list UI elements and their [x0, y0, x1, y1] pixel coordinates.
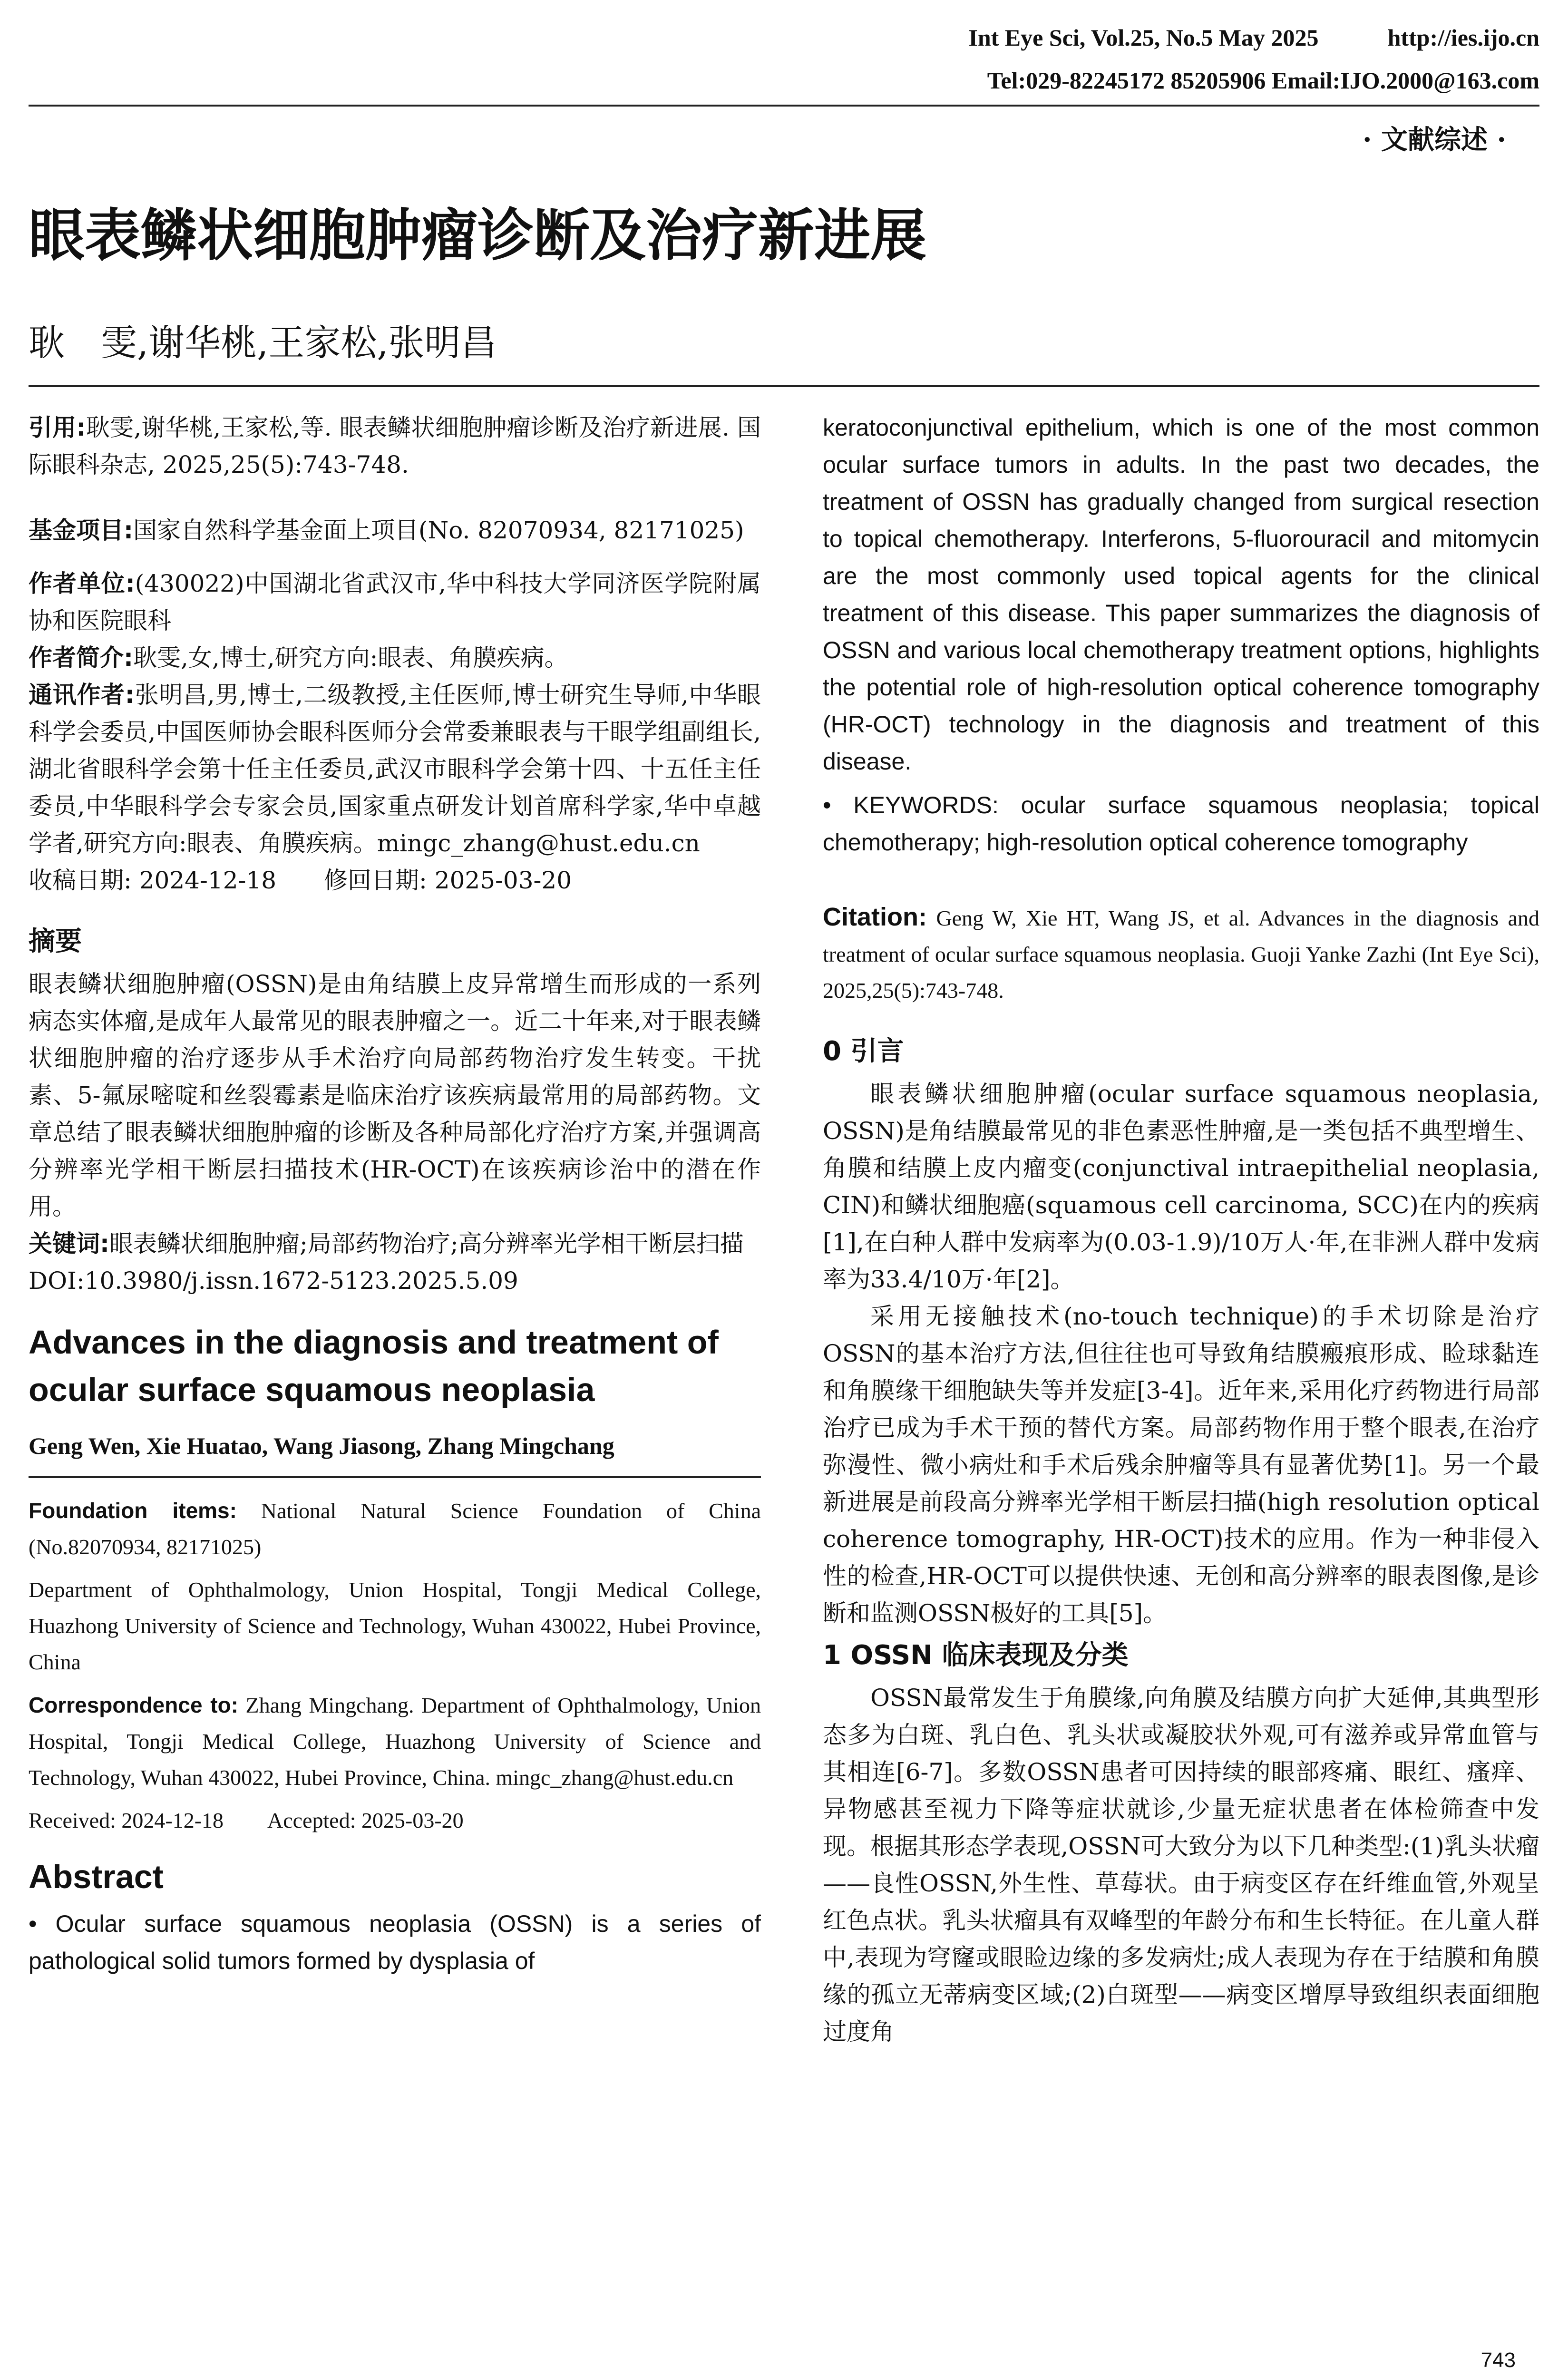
journal-line — [968, 24, 1539, 51]
keywords-cn — [29, 1225, 761, 1262]
bio-text: 耿雯,女,博士,研究方向:眼表、角膜疾病。 — [133, 644, 568, 672]
section-1-heading: 1 OSSN 临床表现及分类 — [823, 1640, 1129, 1671]
corr-text: 张明昌,男,博士,二级教授,主任医师,博士研究生导师,中华眼科学会委员,中国医师协会眼科医师分会常委兼眼表与干眼学组副组长,湖北省眼科学会第十任主任委员,武汉市眼科学会第十四、十五任主任委员,中华眼科学会专家会员,国家重点研发计划首席科学家,华中卓越学者,研究方向:眼表、角膜疾病。mingc_zhang@hust.edu.cn — [29, 681, 761, 857]
section-tag: · 文献综述 · — [1363, 124, 1506, 156]
fund-text: 国家自然科学基金面上项目(No. 82070934, 82171025) — [133, 516, 744, 544]
intro-paragraph-1: 眼表鳞状细胞肿瘤(ocular surface squamous neoplasia, OSSN)是角结膜最常见的非色素恶性肿瘤,是一类包括不典型增生、角膜和结膜上皮内瘤变(conjunctival intraepithelial neoplasia, CIN)和鳞状细胞癌(squamous cell carcinoma, SCC)在内的疾病[1],在白种人群中发病率为(0.03-1.9)/10万人·年,在非洲人群中发病率为33.4/10万·年[2]。 — [823, 1080, 1539, 1293]
received-dates: 收稿日期: 2024-12-18 修回日期: 2025-03-20 — [29, 867, 572, 894]
article-title: 眼表鳞状细胞肿瘤诊断及治疗新进展 — [29, 203, 927, 268]
corresponding-author — [29, 676, 761, 862]
title-rule — [29, 385, 1539, 387]
citation-label: 引用: — [29, 414, 86, 441]
contact-line: Tel:029-82245172 85205906 Email:IJO.2000@163.com — [987, 67, 1539, 94]
english-title: Advances in the diagnosis and treatment of ocular surface squamous neoplasia — [29, 1324, 719, 1408]
abstract-en-continued: keratoconjunctival epithelium, which is one of the most common ocular surface tumors in adults. In the past two decades, the treatment of OSSN has gradually changed from surgical resection to topical chemotherapy. Interferons, 5-fluorouracil and mitomycin are the most commonly used topical agents for the clinical treatment of this disease. This paper summarizes the diagnosis of OSSN and various local chemotherapy treatment options, highlights the potential role of high-resolution optical coherence tomography (HR-OCT) technology in the diagnosis and treatment of this disease. — [823, 414, 1539, 775]
received-en: Received: 2024-12-18 Accepted: 2025-03-20 — [29, 1808, 464, 1832]
left-column — [29, 409, 761, 2344]
right-column — [823, 409, 1539, 2344]
correspondence-text: Zhang Mingchang. Department of Ophthalmology, Union Hospital, Tongji Medical College, Huazhong University of Science and Technology, Wuhan 430022, Hubei Province, China. mingc_zhang@hust.edu.cn — [29, 1693, 761, 1790]
doi[interactable]: DOI:10.3980/j.issn.1672-5123.2025.5.09 — [29, 1267, 518, 1295]
abstract-heading: 摘要 — [29, 926, 82, 957]
journal-info: Int Eye Sci, Vol.25, No.5 May 2025 — [968, 24, 1319, 51]
abstract-en-heading: Abstract — [29, 1858, 164, 1895]
department: Department of Ophthalmology, Union Hospital, Tongji Medical College, Huazhong University of Science and Technology, Wuhan 430022, Hubei Province, China — [29, 1578, 761, 1674]
author-unit — [29, 565, 761, 639]
section-1-paragraph: OSSN最常发生于角膜缘,向角膜及结膜方向扩大延伸,其典型形态多为白斑、乳白色、乳头状或凝胶状外观,可有滋养或异常血管与其相连[6-7]。多数OSSN患者可因持续的眼部疼痛、眼红、瘙痒、异物感甚至视力下降等症状就诊,少量无症状患者在体检筛查中发现。根据其形态学表现,OSSN可大致分为以下几种类型:(1)乳头状瘤——良性OSSN,外生性、草莓状。由于病变区存在纤维血管,外观呈红色点状。乳头状瘤具有双峰型的年龄分布和生长特征。在儿童人群中,表现为穹窿或眼睑边缘的多发病灶;成人表现为存在于结膜和角膜缘的孤立无蒂病变区域;(2)白斑型——病变区增厚导致组织表面细胞过度角 — [823, 1684, 1539, 2046]
citation-en-label: Citation: — [823, 903, 927, 931]
keywords-label: 关键词: — [29, 1230, 109, 1257]
foundation-label: Foundation items: — [29, 1498, 237, 1523]
journal-url[interactable]: http://ies.ijo.cn — [1387, 24, 1539, 51]
bio-label: 作者简介: — [29, 644, 133, 672]
english-authors: Geng Wen, Xie Huatao, Wang Jiasong, Zhang Mingchang — [29, 1432, 614, 1459]
citation-en — [823, 899, 1539, 1009]
citation-en-text: Geng W, Xie HT, Wang JS, et al. Advances in the diagnosis and treatment of ocular surface squamous neoplasia. Guoji Yanke Zazhi (Int Eye Sci), 2025,25(5):743-748. — [823, 906, 1539, 1003]
corr-label: 通讯作者: — [29, 681, 135, 709]
author-bio — [29, 639, 761, 676]
keywords-text: 眼表鳞状细胞肿瘤;局部药物治疗;高分辨率光学相干断层扫描 — [109, 1230, 744, 1257]
fund-info — [29, 512, 761, 549]
correspondence — [29, 1687, 761, 1796]
foundation-text: National Natural Science Foundation of China (No.82070934, 82171025) — [29, 1499, 761, 1559]
unit-label: 作者单位: — [29, 570, 135, 597]
correspondence-label: Correspondence to: — [29, 1693, 239, 1717]
intro-paragraph-2: 采用无接触技术(no-touch technique)的手术切除是治疗OSSN的基本治疗方法,但往往也可导致角结膜瘢痕形成、睑球黏连和角膜缘干细胞缺失等并发症[3-4]。近年来,采用化疗药物进行局部治疗已成为手术干预的替代方案。局部药物作用于整个眼表,在治疗弥漫性、微小病灶和手术后残余肿瘤等具有显著优势[1]。另一个最新进展是前段高分辨率光学相干断层扫描(high resolution optical coherence tomography, HR-OCT)技术的应用。作为一种非侵入性的检查,HR-OCT可以提供快速、无创和高分辨率的眼表图像,是诊断和监测OSSN极好的工具[5]。 — [823, 1303, 1539, 1627]
intro-heading: 0 引言 — [823, 1036, 904, 1067]
running-header — [29, 14, 1539, 107]
citation-text: 耿雯,谢华桃,王家松,等. 眼表鳞状细胞肿瘤诊断及治疗新进展. 国际眼科杂志, 2025,25(5):743-748. — [29, 414, 761, 478]
article-authors: 耿 雯,谢华桃,王家松,张明昌 — [29, 321, 497, 364]
fund-label: 基金项目: — [29, 516, 133, 544]
keywords-en: • KEYWORDS: ocular surface squamous neoplasia; topical chemotherapy; high-resolution optical coherence tomography — [823, 792, 1539, 856]
page-number: 743 — [1480, 2348, 1516, 2372]
abstract-en-start: • Ocular surface squamous neoplasia (OSSN) is a series of pathological solid tumors formed by dysplasia of — [29, 1910, 761, 1974]
unit-text: (430022)中国湖北省武汉市,华中科技大学同济医学院附属协和医院眼科 — [29, 570, 761, 634]
citation-cn — [29, 409, 761, 483]
english-divider — [29, 1476, 761, 1478]
foundation-items — [29, 1492, 761, 1565]
abstract-cn: 眼表鳞状细胞肿瘤(OSSN)是由角结膜上皮异常增生而形成的一系列病态实体瘤,是成年人最常见的眼表肿瘤之一。近二十年来,对于眼表鳞状细胞肿瘤的治疗逐步从手术治疗向局部药物治疗发生转变。干扰素、5-氟尿嘧啶和丝裂霉素是临床治疗该疾病最常用的局部药物。文章总结了眼表鳞状细胞肿瘤的诊断及各种局部化疗治疗方案,并强调高分辨率光学相干断层扫描技术(HR-OCT)在该疾病诊治中的潜在作用。 — [29, 970, 761, 1220]
